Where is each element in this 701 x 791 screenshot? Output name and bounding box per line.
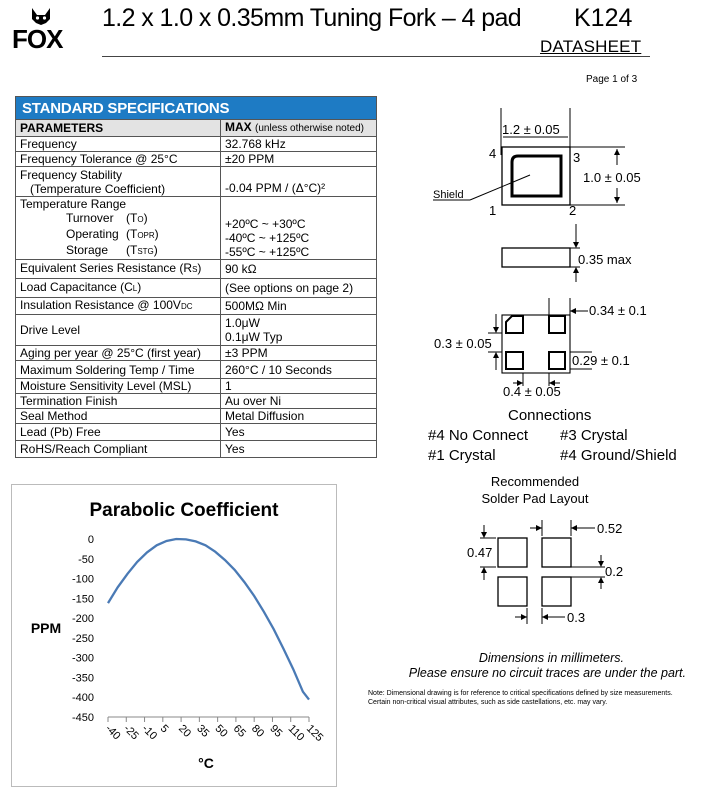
y-tick-label: -300 (71, 652, 94, 665)
table-row: Termination Finish Au over Ni (16, 394, 376, 409)
spec-table (15, 96, 377, 458)
part-number: K124 (574, 4, 633, 32)
top-view (433, 108, 641, 218)
table-row: Aging per year @ 25°C (first year) ±3 PPM (16, 346, 376, 361)
y-tick-label: -400 (71, 692, 94, 705)
dim-land-02: 0.2 (605, 564, 624, 579)
doc-type: DATASHEET (540, 37, 642, 56)
y-tick-label: -200 (71, 613, 94, 626)
table-row: Temperature Range Turnover (TO) Operating (TOPR) Storage (TSTG) +20ºC ~ +30ºC -40ºC ~ +125ºC -55ºC ~ +125ºC (16, 197, 376, 260)
col-parameters: PARAMETERS (16, 120, 221, 137)
header-rule (102, 56, 650, 57)
y-tick-label: -350 (71, 672, 94, 685)
table-row: Frequency Stability (Temperature Coefficient) -0.04 PPM / (Δ°C)² (16, 167, 376, 197)
page-number: Page 1 of 3 (586, 74, 638, 85)
chart-svg (12, 485, 336, 786)
y-tick-label: 0 (87, 534, 94, 546)
connection-1: #1 Crystal (428, 447, 496, 464)
land-title: Recommended Solder Pad Layout (481, 474, 589, 506)
x-tick-label: 125 (303, 722, 326, 745)
dim-pad-height: 0.29 ± 0.1 (572, 353, 630, 368)
y-tick-label: -100 (71, 573, 94, 586)
x-tick-label: -40 (102, 722, 123, 743)
connections-title: Connections (508, 407, 592, 424)
dim-pad-width: 0.34 ± 0.1 (589, 303, 647, 318)
table-row: Load Capacitance (CL) (See options on page 2) (16, 279, 376, 298)
table-row: Maximum Soldering Temp / Time 260°C / 10 Seconds (16, 361, 376, 379)
dim-land-03: 0.3 (567, 610, 586, 625)
chart-ylabel: PPM (30, 620, 62, 636)
x-tick-label: 110 (285, 722, 307, 744)
connection-3: #3 Crystal (560, 427, 628, 444)
table-row: Frequency Tolerance @ 25°C ±20 PPM (16, 152, 376, 167)
series-line (108, 539, 309, 700)
table-row: Drive Level 1.0μW 0.1μW Typ (16, 315, 376, 346)
table-row: Moisture Sensitivity Level (MSL) 1 (16, 379, 376, 394)
x-tick-label: 95 (267, 722, 285, 740)
dim-pad-pitch: 0.4 ± 0.05 (503, 384, 561, 399)
mechanical-drawings (420, 100, 695, 640)
fox-logo (10, 6, 80, 50)
x-tick-label: 5 (157, 722, 171, 736)
shield-label: Shield (433, 189, 464, 201)
logo-text: FOX (12, 24, 63, 50)
y-tick-label: -450 (71, 712, 94, 724)
dimensions-note: Dimensions in millimeters. Please ensure no circuit traces are under the part. (408, 651, 686, 680)
connection-4: #4 No Connect (428, 427, 529, 444)
x-tick-label: 20 (175, 722, 194, 740)
pin-2-label: 2 (569, 203, 577, 218)
table-row: RoHS/Reach Compliant Yes (16, 441, 376, 458)
x-tick-label: 65 (230, 722, 248, 740)
parabolic-chart (11, 484, 337, 787)
table-row: Seal Method Metal Diffusion (16, 409, 376, 424)
drawing-note: Note: Dimensional drawing is for reference to critical specifications defined by size measurements. Certain non-critical visual attributes, such as side castellations, etc. may vary. (368, 690, 673, 706)
x-tick-label: -10 (139, 722, 160, 743)
x-tick-label: -25 (121, 722, 141, 743)
side-view (502, 224, 632, 282)
land-pattern (467, 520, 623, 625)
dim-land-052: 0.52 (597, 521, 623, 536)
x-tick-label: 35 (194, 722, 212, 740)
pin-3-label: 3 (573, 150, 581, 165)
y-tick-label: -50 (78, 553, 94, 566)
dim-pad-gap: 0.3 ± 0.05 (434, 336, 492, 351)
chart-title: Parabolic Coefficient (89, 500, 279, 521)
bottom-view (434, 298, 647, 399)
table-row: Insulation Resistance @ 100VDC 500MΩ Min (16, 298, 376, 315)
spec-heading: STANDARD SPECIFICATIONS (16, 97, 376, 119)
dim-top-height: 1.0 ± 0.05 (583, 170, 641, 185)
dim-thickness: 0.35 max (578, 252, 632, 267)
x-tick-label: 50 (212, 722, 230, 740)
pin-4-label: 4 (489, 146, 497, 161)
table-row: Frequency 32.768 kHz (16, 137, 376, 152)
x-tick-label: 80 (249, 722, 267, 740)
table-row: Equivalent Series Resistance (RS) 90 kΩ (16, 260, 376, 279)
dim-land-047: 0.47 (467, 545, 493, 560)
table-row: Lead (Pb) Free Yes (16, 424, 376, 441)
chart-xlabel: °C (198, 755, 214, 771)
col-max: MAX (unless otherwise noted) (221, 120, 377, 137)
y-tick-label: -150 (71, 593, 94, 606)
pin-1-label: 1 (489, 203, 497, 218)
connection-4-ground: #4 Ground/Shield (560, 447, 677, 464)
y-tick-label: -250 (71, 632, 94, 645)
dim-top-width: 1.2 ± 0.05 (502, 122, 560, 137)
document-title: 1.2 x 1.0 x 0.35mm Tuning Fork – 4 pad (102, 4, 522, 32)
